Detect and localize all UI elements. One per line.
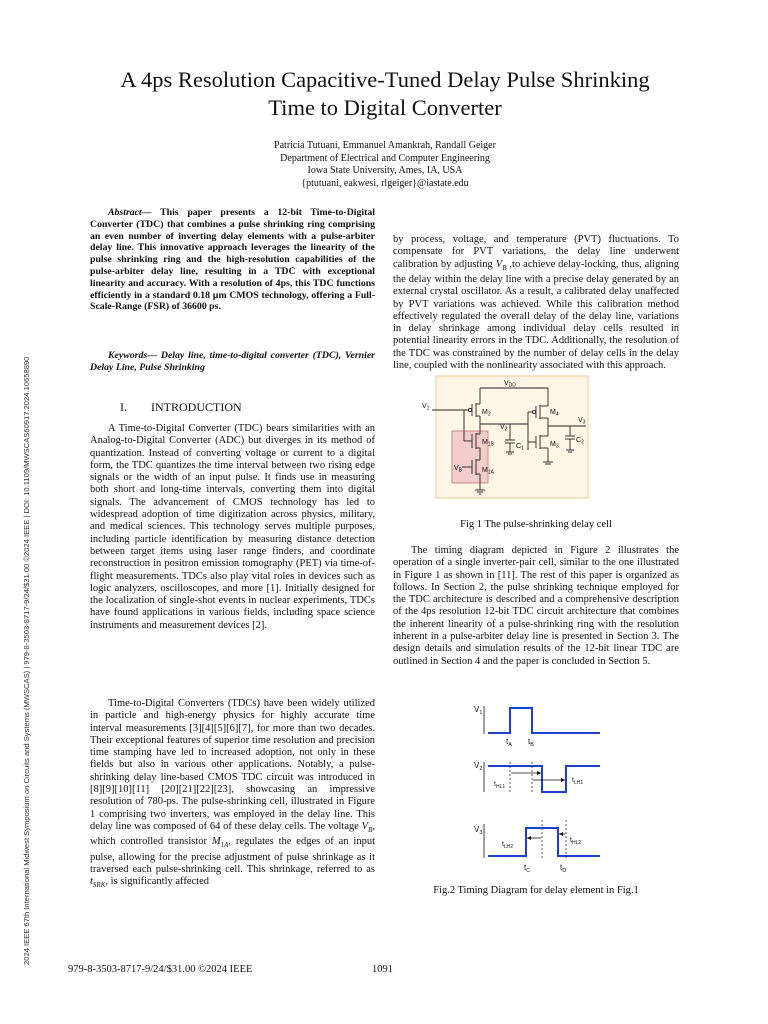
symbol-m1a: $M_{1A}$ bbox=[211, 836, 229, 850]
right-paragraph-2-text: The timing diagram depicted in Figure 2 illustrates the operation of a single inverter-pair cell, similar to the one illustrated in Figure 1 as shown in [11]. The rest of this paper is organized as follows. In Section 2, the pulse shrinking technique employed for the TDC architecture is described and a comprehensive description of the 4ps resolution 12-bit TDC circuit architecture that combines the inherent linearity of a pulse-shrinking ring with the resolution inherent in a pulse-arbiter delay line is presented in Section 3. The design details and simulation results of the 12-bit linear TDC are outlined in Section 4 and the paper is concluded in Section 5. bbox=[393, 545, 679, 667]
figure-2-caption: Fig.2 Timing Diagram for delay element in Fig.1 bbox=[433, 885, 639, 896]
intro-paragraph-2-text-d: , is significantly affected bbox=[105, 876, 209, 888]
fig2-td-label: $t_D$ bbox=[560, 863, 567, 872]
symbol-tsrk: $t_{SRK}$ bbox=[90, 876, 106, 890]
vb-label: $V_B$ bbox=[454, 465, 463, 474]
author-email: {ptutuani, eakwesi, rlgeiger}@iastate.edu bbox=[301, 177, 469, 189]
v1-label: $V_1$ bbox=[422, 403, 430, 412]
fig2-v1-label: $V_1$ bbox=[474, 705, 483, 716]
intro-paragraph-2-text-a: Time-to-Digital Converters (TDCs) have been widely utilized in particle and high-energy physics for highly accurate time interval measurements [3][4][5][6][7], for more than two decades. Their exceptional features of superior time resolution and precision time stamping have led to increased adoption, not only in these fields but also in various other applications. Notably, a pulse-shrinking delay line-based CMOS TDC circuit was introduced in [8][9][10][11] [20][21][22][23], showcasing an impressive resolution of 780-ps. The pulse-shrinking cell, illustrated in Figure 1 comprising two inverters, was employed in the delay line. This delay line was composed of 64 of these delay cells. The voltage bbox=[90, 698, 375, 832]
fig2-tlh2-label: $t_{LH2}$ bbox=[502, 841, 514, 850]
author-department: Department of Electrical and Computer Engineering bbox=[280, 152, 490, 164]
fig2-v2-label: $V_2$ bbox=[474, 761, 483, 772]
v3-label: $V_3$ bbox=[578, 417, 586, 426]
title-line-1: A 4ps Resolution Capacitive-Tuned Delay Pulse Shrinking bbox=[120, 67, 650, 92]
paper-title bbox=[60, 66, 710, 122]
footer-isbn: 979-8-3503-8717-9/24/$31.00 ©2024 IEEE bbox=[68, 964, 253, 975]
keywords bbox=[90, 350, 375, 374]
abstract bbox=[90, 207, 375, 313]
right-paragraph-2 bbox=[393, 545, 679, 668]
right-paragraph-1-text-b: ,to achieve delay-locking, thus, aligning the delay within the delay line with a precise delay generated by an external crystal oscillator. As a result, a calibrated delay unaffected by PVT variations was achieved. While this calibration method effectively regulated the overall delay of the delay line, variations in delay shrinkage among individual delay cells resulted in potential linearity errors in the TDC. Additionally, the resolution of the TDC was constrained by the number of delay cells in the delay line, coupled with the nonlinearity associated with this approach. bbox=[393, 258, 679, 372]
page-number: 1091 bbox=[372, 964, 393, 975]
section-heading-introduction: I. INTRODUCTION bbox=[120, 400, 242, 414]
m3-label: $M_3$ bbox=[550, 441, 559, 450]
keywords-text: Delay line, time-to-digital converter (TDC), Vernier Delay Line, Pulse Shrinking bbox=[90, 350, 375, 373]
fig2-tlh1-label: $t_{LH1}$ bbox=[572, 777, 584, 786]
m4-label: $M_4$ bbox=[550, 409, 559, 418]
abstract-text: This paper presents a 12-bit Time-to-Digital Converter (TDC) that combines a pulse shrinking ring comprising an even number of inverting delay elements with a pulse-arbiter delay line. This innovative approach leverages the linearity of the pulse shrinking ring and the high-resolution capabilities of the pulse-arbiter delay line, resulting in a TDC with exceptional linearity and accuracy. With a resolution of 4ps, this TDC functions efficiently in a standard 0.18 µm CMOS technology, offering a Full-Scale-Range (FSR) of 36600 ps. bbox=[90, 207, 375, 313]
author-names: Patricia Tutuani, Emmanuel Amankrah, Randall Geiger bbox=[274, 140, 496, 151]
v2-label: $V_2$ bbox=[500, 424, 508, 433]
intro-paragraph-2-text-c: , regulates the edges of an input pulse, allowing for the precise adjustment of pulse shrinkage as it traversed each pulse-shrinking cell. This shrinkage, referred to as bbox=[90, 836, 375, 876]
keywords-label: Keywords— bbox=[108, 350, 157, 361]
m2-label: $M_2$ bbox=[482, 409, 491, 418]
author-university: Iowa State University, Ames, IA, USA bbox=[307, 165, 463, 176]
fig2-tc-label: $t_C$ bbox=[524, 863, 531, 872]
abstract-label: Abstract— bbox=[108, 207, 152, 218]
doi-sidebar: 2024 IEEE 67th International Midwest Symposium on Circuits and Systems (MWSCAS) | 979-8-3503-8717-9/24/$31.00 ©2024 IEEE | DOI: 10.1109/MWSCAS60917.2024.10658890 bbox=[22, 356, 31, 965]
c2-label: $C_2$ bbox=[576, 437, 584, 446]
fig2-v3-label: $V_3$ bbox=[474, 825, 483, 836]
right-paragraph-1-text-a: by process, voltage, and temperature (PVT) fluctuations. To compensate for PVT variations, the delay line underwent calibration by adjusting bbox=[393, 234, 679, 270]
m1b-label: $M_{1B}$ bbox=[482, 439, 494, 448]
title-line-2: Time to Digital Converter bbox=[268, 95, 502, 120]
vdd-label: $V_{DD}$ bbox=[504, 380, 516, 389]
fig2-tb-label: $t_B$ bbox=[528, 737, 534, 748]
c1-label: $C_1$ bbox=[516, 443, 524, 452]
figure-1-circuit bbox=[420, 374, 590, 504]
figure-2-timing-diagram bbox=[470, 700, 670, 872]
fig2-ta-label: $t_A$ bbox=[506, 737, 512, 748]
right-paragraph-1 bbox=[393, 234, 679, 372]
intro-paragraph-2-text-b: , which controlled transistor bbox=[90, 820, 375, 848]
intro-paragraph-1-text: A Time-to-Digital Converter (TDC) bears similarities with an Analog-to-Digital Converter (ADC) but diverges in its method of quantization. Instead of converting voltage or current to a digital form, the TDC quantizes the time interval between two rising edge signals or the width of an input pulse. It finds use in measuring both short and long-time intervals, converting them into digital signals. The advancement of CMOS technology has led to widespread adoption of time digitization across physics, military, and medical sciences. This technology serves multiple purposes, including particle identification by measuring distance detection between target items using laser range finders, and coordinate reconstruction in positron emission tomography (PET) via time-of-flight measurements. TDCs also play vital roles in devices such as logic analyzers, oscilloscopes, and more [1]. Initially designed for the localization of single-shot events in nuclear experiments, TDCs have found applications in various fields, including space science instruments and measurement devices [2]. bbox=[90, 423, 375, 631]
figure-1-caption: Fig 1 The pulse-shrinking delay cell bbox=[460, 519, 612, 530]
intro-paragraph-1 bbox=[90, 423, 375, 632]
author-block bbox=[150, 140, 620, 190]
fig2-thl2-label: $t_{HL2}$ bbox=[570, 837, 582, 846]
symbol-vb: $V_B$ bbox=[361, 820, 373, 835]
symbol-vb-right: $V_B$ bbox=[495, 258, 507, 272]
fig2-thl1-label: $t_{HL1}$ bbox=[494, 781, 506, 790]
m1a-label: $M_{1A}$ bbox=[482, 467, 494, 476]
intro-paragraph-2 bbox=[90, 698, 375, 892]
